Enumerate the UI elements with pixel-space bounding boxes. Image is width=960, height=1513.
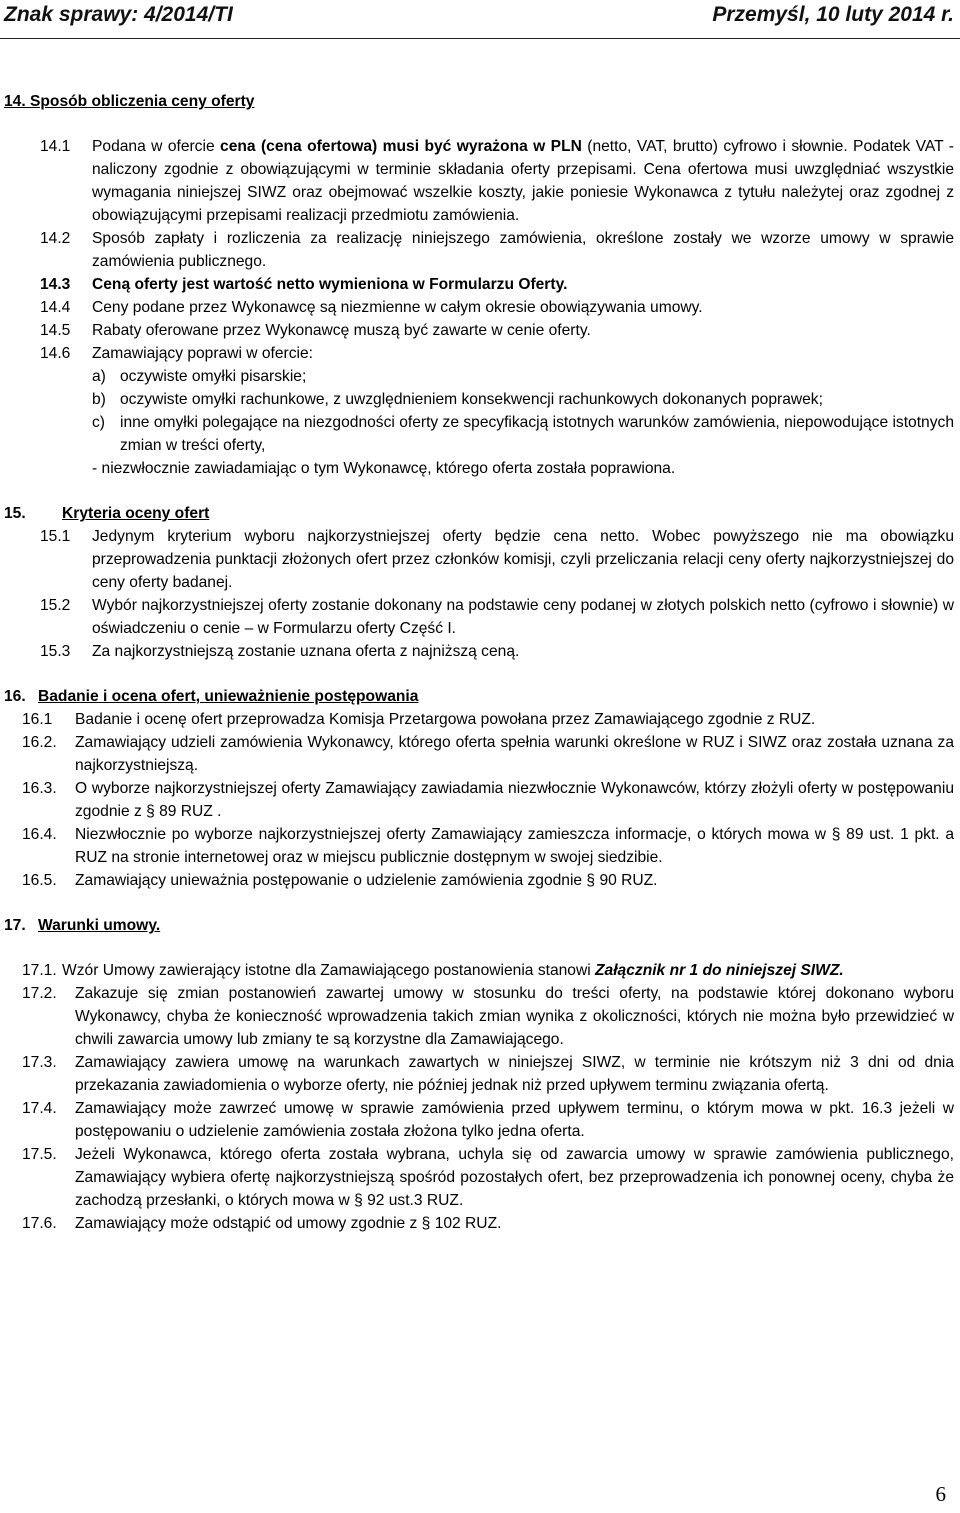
item-number: 17.2. xyxy=(22,985,57,1002)
sub-item-c xyxy=(0,411,960,457)
item-number: 17.4. xyxy=(22,1100,57,1117)
item-text: Zamawiający może zawrzeć umowę w sprawie zamówienia przed upływem terminu, o którym mowa w pkt. 16.3 jeżeli w postępowaniu o udzielenie zamówienia została złożona tylko jedna oferta. xyxy=(75,1100,954,1140)
case-number: Znak sprawy: 4/2014/TI xyxy=(4,3,233,26)
item-number: 14.3 xyxy=(40,276,71,293)
list-item-16-5 xyxy=(0,869,960,892)
section-14-title: 14. Sposób obliczenia ceny oferty xyxy=(4,93,255,110)
item-number: 16.3. xyxy=(22,780,57,797)
section-15-title: 15. Kryteria oceny ofert xyxy=(4,505,210,522)
item-text: O wyborze najkorzystniejszej oferty Zamawiający zawiadamia niezwłocznie Wykonawców, którzy złożyli oferty w postępowaniu zgodnie z § 89 RUZ . xyxy=(75,780,954,820)
sub-item-letter: a) xyxy=(92,368,106,385)
item-number: 16.5. xyxy=(22,872,57,889)
item-text: Wzór Umowy zawierający istotne dla Zamawiającego postanowienia stanowi Załącznik nr 1 do niniejszej SIWZ. xyxy=(62,962,844,979)
item-text: Zamawiający unieważnia postępowanie o udzielenie zamówienia zgodnie § 90 RUZ. xyxy=(75,872,658,889)
item-number: 14.2 xyxy=(40,230,71,247)
list-item-14-1 xyxy=(0,135,960,227)
page-header xyxy=(0,0,960,42)
list-item-17-6 xyxy=(0,1212,960,1235)
list-item-15-2 xyxy=(0,594,960,640)
item-number: 16.1 xyxy=(22,711,53,728)
list-item-17-1 xyxy=(0,959,960,982)
sub-item-text: inne omyłki polegające na niezgodności oferty ze specyfikacją istotnych warunków zamówienia, niepowodujące istotnych zmian w treści oferty, xyxy=(120,414,954,454)
list-item-16-3 xyxy=(0,777,960,823)
item-text: Wybór najkorzystniejszej oferty zostanie dokonany na podstawie ceny podanej w złotych polskich netto (cyfrowo i słownie) w oświadczeniu o cenie – w Formularzu oferty Część I. xyxy=(92,597,954,637)
item-number: 15.1 xyxy=(40,528,71,545)
item-text: Jedynym kryterium wyboru najkorzystniejszej oferty będzie cena netto. Wobec powyższego nie ma obowiązku przeprowadzenia punktacji złożonych ofert przez członków komisji, czyli przeliczania relacji ceny oferty najkorzystniejszej do ceny oferty badanej. xyxy=(92,528,954,591)
sub-item-text: oczywiste omyłki rachunkowe, z uwzględnieniem konsekwencji rachunkowych dokonanych poprawek; xyxy=(120,391,823,408)
item-text: Podana w ofercie cena (cena ofertowa) musi być wyrażona w PLN (netto, VAT, brutto) cyfrowo i słownie. Podatek VAT - naliczony zgodnie z obowiązującymi w terminie składania oferty przepisami. Cena ofertowa musi uwzględniać wszystkie wymagania niniejszej SIWZ oraz obejmować wszelkie koszty, jakie poniesie Wykonawca z tytułu należytej oraz zgodnej z obowiązującymi przepisami realizacji przedmiotu zamówienia. xyxy=(92,138,954,224)
header-rule xyxy=(0,38,960,39)
list-item-17-3 xyxy=(0,1051,960,1097)
item-text: Sposób zapłaty i rozliczenia za realizację niniejszego zamówienia, określone zostały we wzorze umowy w sprawie zamówienia publicznego. xyxy=(92,230,954,270)
item-text: Za najkorzystniejszą zostanie uznana oferta z najniższą ceną. xyxy=(92,643,520,660)
section-16-title: 16. Badanie i ocena ofert, unieważnienie postępowania xyxy=(4,688,419,705)
section-14-closing-note: - niezwłocznie zawiadamiając o tym Wykonawcę, którego oferta została poprawiona. xyxy=(92,460,676,477)
item-number: 17.5. xyxy=(22,1146,57,1163)
item-text: Zamawiający udzieli zamówienia Wykonawcy, którego oferta spełnia warunki określone w RUZ i SIWZ oraz została uznana za najkorzystniejszą. xyxy=(75,734,954,774)
item-number: 15.3 xyxy=(40,643,71,660)
item-text: Zakazuje się zmian postanowień zawartej umowy w stosunku do treści oferty, na podstawie której dokonano wyboru Wykonawcy, chyba że konieczność wprowadzenia takich zmian wynika z okoliczności, których nie można było przewidzieć w chwili zawarcia umowy lub zmiany te są korzystne dla Zamawiającego. xyxy=(75,985,954,1048)
item-text: Ceny podane przez Wykonawcę są niezmienne w całym okresie obowiązywania umowy. xyxy=(92,299,703,316)
item-number: 17.3. xyxy=(22,1054,57,1071)
item-number: 14.1 xyxy=(40,138,71,155)
place-date: Przemyśl, 10 luty 2014 r. xyxy=(712,3,954,26)
list-item-14-4 xyxy=(0,296,960,319)
item-number: 17.1. xyxy=(22,962,57,979)
item-number: 15.2 xyxy=(40,597,71,614)
item-text: Niezwłocznie po wyborze najkorzystniejszej oferty Zamawiający zamieszcza informacje, o których mowa w § 89 ust. 1 pkt. a RUZ na stronie internetowej oraz w miejscu publicznie dostępnym w swojej siedzibie. xyxy=(75,826,954,866)
item-text: Rabaty oferowane przez Wykonawcę muszą być zawarte w cenie oferty. xyxy=(92,322,591,339)
item-text: Zamawiający zawiera umowę na warunkach zawartych w niniejszej SIWZ, w terminie nie krótszym niż 3 dni od dnia przekazania zawiadomienia o wyborze oferty, nie później jednak niż przed upływem terminu związania ofertą. xyxy=(75,1054,954,1094)
sub-item-a xyxy=(0,365,960,388)
list-item-16-1 xyxy=(0,708,960,731)
list-item-15-3 xyxy=(0,640,960,663)
section-17-title: 17. Warunki umowy. xyxy=(4,917,161,934)
list-item-17-5 xyxy=(0,1143,960,1212)
list-item-17-2 xyxy=(0,982,960,1051)
list-item-14-5 xyxy=(0,319,960,342)
page-number: 6 xyxy=(935,1482,946,1506)
list-item-17-4 xyxy=(0,1097,960,1143)
item-text: Zamawiający poprawi w ofercie: xyxy=(92,345,313,362)
item-number: 14.4 xyxy=(40,299,71,316)
item-number: 14.6 xyxy=(40,345,71,362)
document-body xyxy=(0,90,960,1235)
sub-item-letter: c) xyxy=(92,414,105,431)
item-number: 16.2. xyxy=(22,734,57,751)
item-text: Zamawiający może odstąpić od umowy zgodnie z § 102 RUZ. xyxy=(75,1215,502,1232)
item-number: 16.4. xyxy=(22,826,57,843)
list-item-14-3 xyxy=(0,273,960,296)
list-item-14-6 xyxy=(0,342,960,365)
item-text: Ceną oferty jest wartość netto wymieniona w Formularzu Oferty. xyxy=(92,276,568,293)
list-item-16-4 xyxy=(0,823,960,869)
item-number: 14.5 xyxy=(40,322,71,339)
list-item-15-1 xyxy=(0,525,960,594)
sub-item-letter: b) xyxy=(92,391,106,408)
sub-item-text: oczywiste omyłki pisarskie; xyxy=(120,368,307,385)
item-text: Badanie i ocenę ofert przeprowadza Komisja Przetargowa powołana przez Zamawiającego zgodnie z RUZ. xyxy=(75,711,816,728)
item-number: 17.6. xyxy=(22,1215,57,1232)
list-item-14-2 xyxy=(0,227,960,273)
item-text: Jeżeli Wykonawca, którego oferta została wybrana, uchyla się od zawarcia umowy w sprawie zamówienia publicznego, Zamawiający wybiera ofertę najkorzystniejszą spośród pozostałych ofert, bez przeprowadzenia ich ponownej oceny, chyba że zachodzą przesłanki, o których mowa w § 92 ust.3 RUZ. xyxy=(75,1146,954,1209)
sub-item-b xyxy=(0,388,960,411)
list-item-16-2 xyxy=(0,731,960,777)
